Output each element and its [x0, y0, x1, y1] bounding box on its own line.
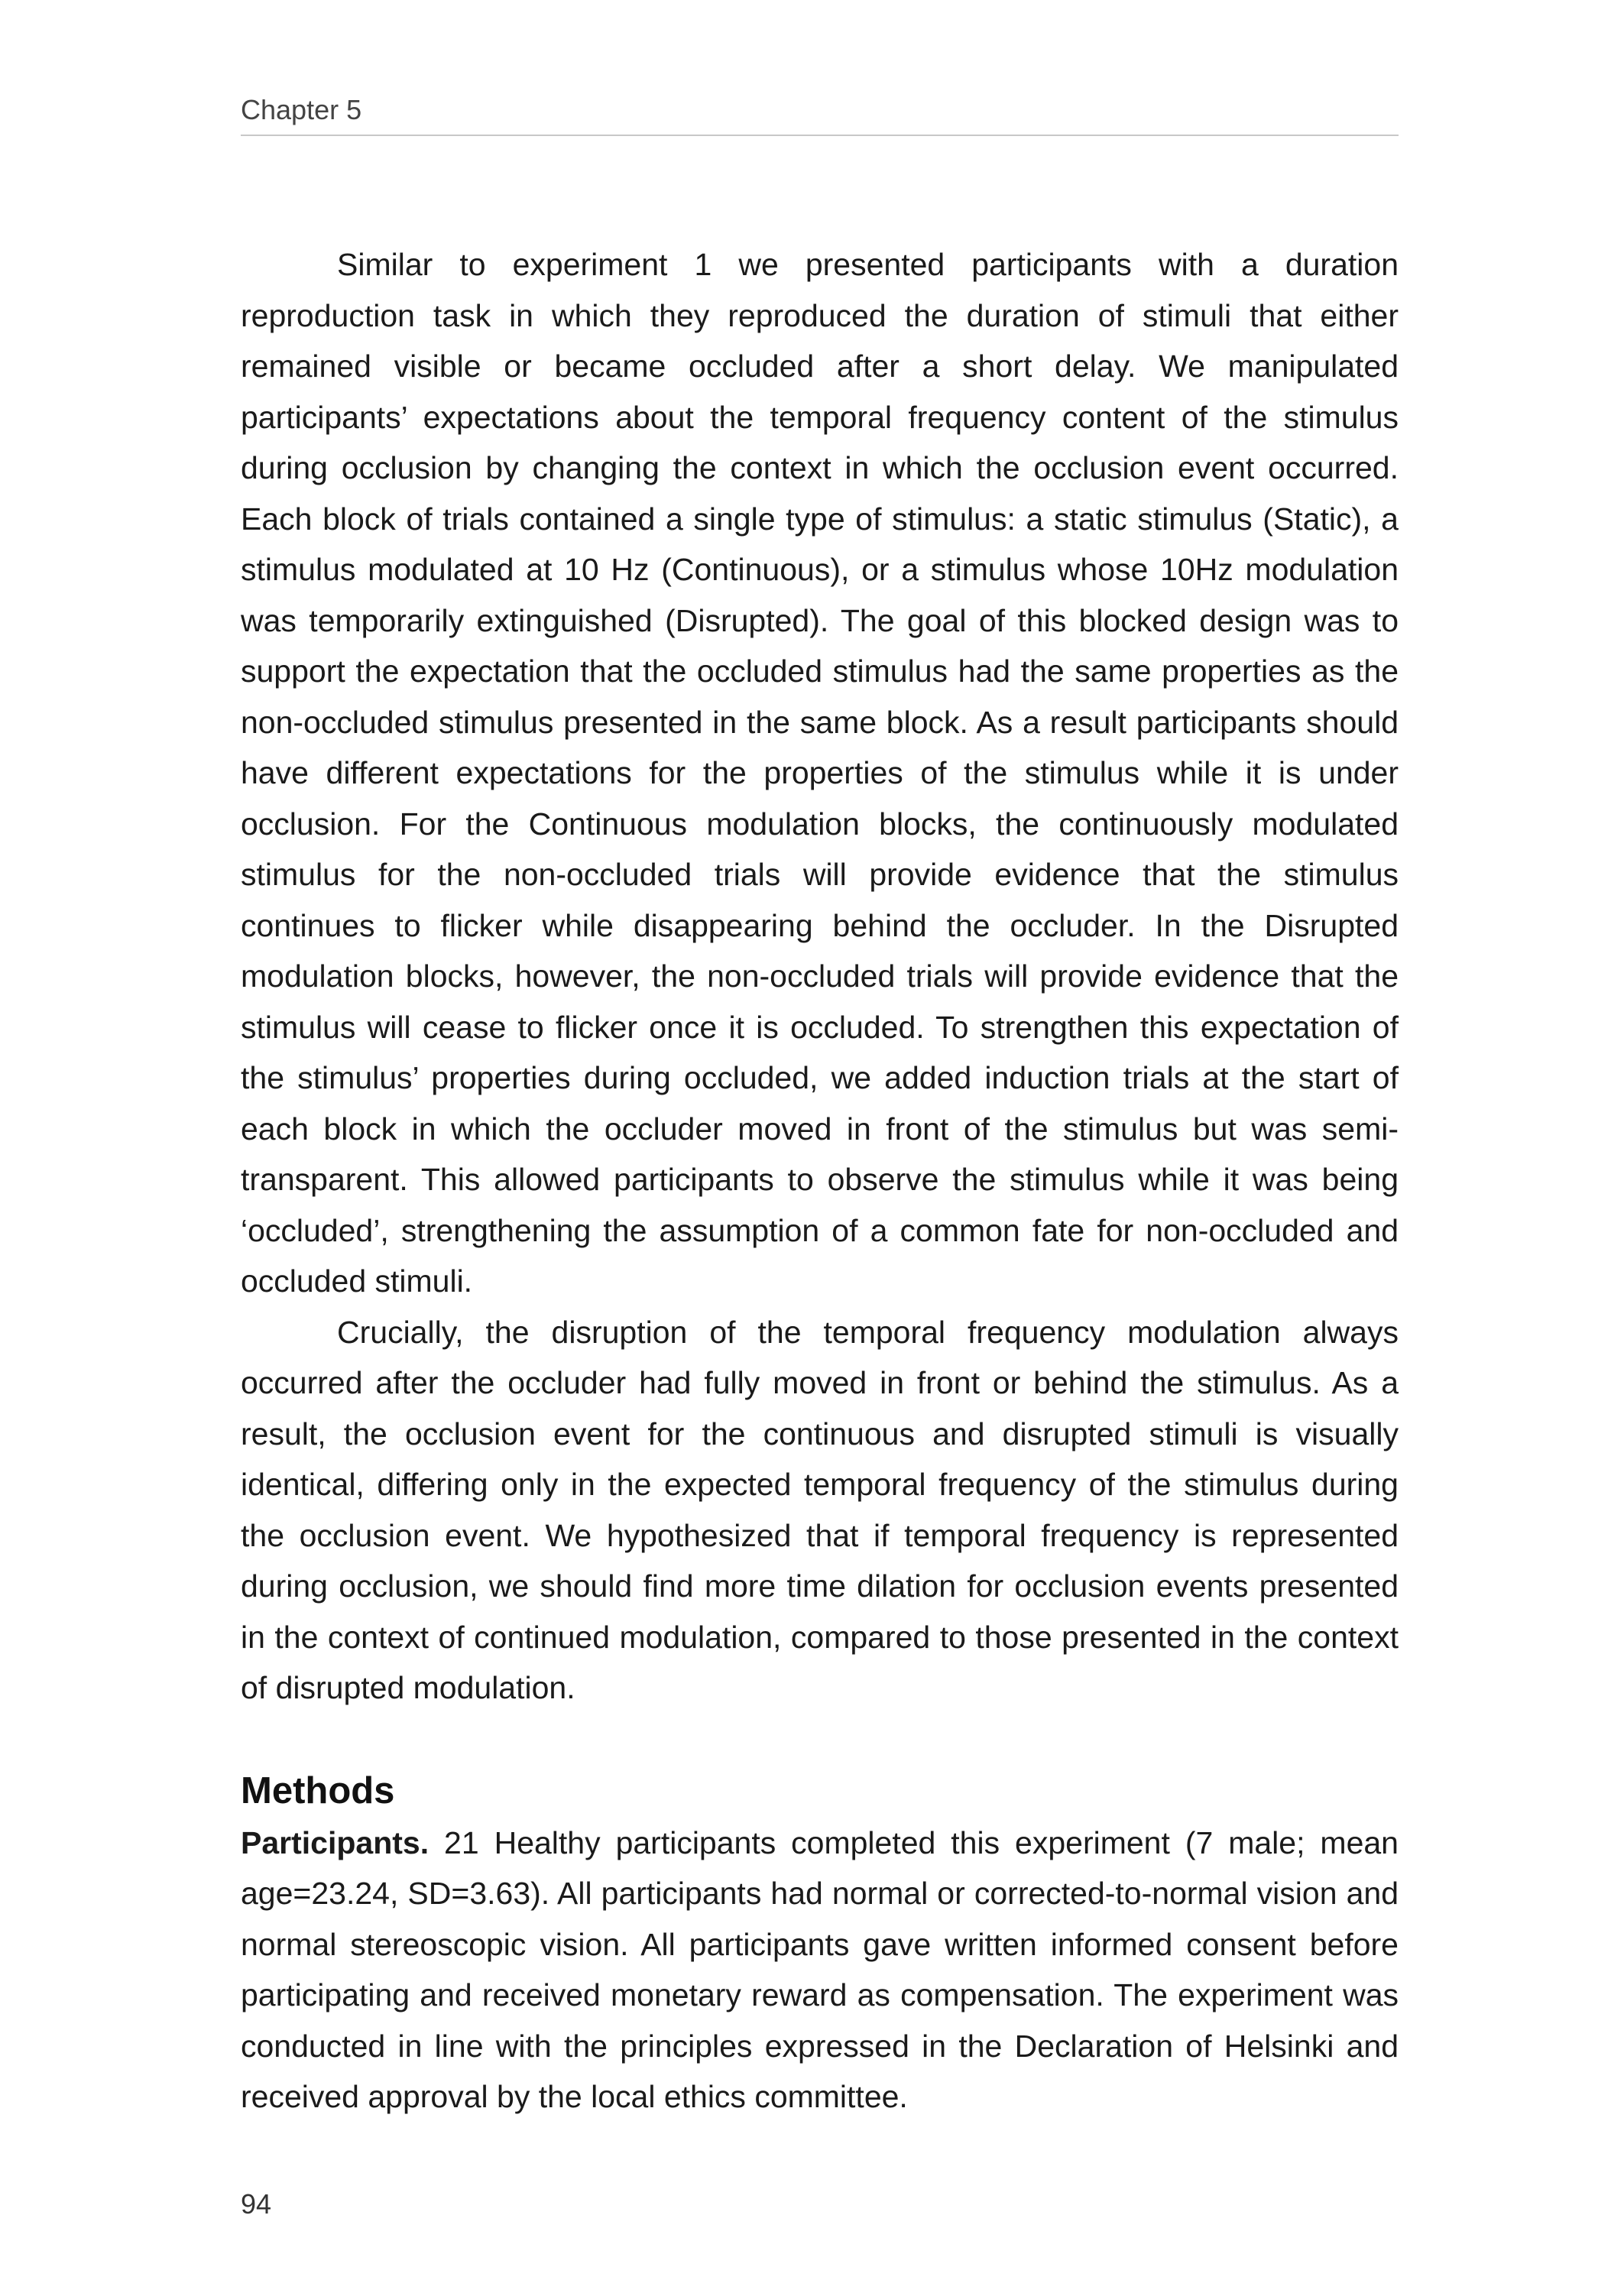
- running-header: [241, 93, 1399, 136]
- body-paragraph-2: Crucially, the disruption of the temporal frequency modulation always occurred after the occluder had fully moved in front or behind the stimulus. As a result, the occlusion event for the continuous and disrupted stimuli is visually identical, differing only in the expected temporal frequency of the stimulus during the occlusion event. We hypothesized that if temporal frequency is represented during occlusion, we should find more time dilation for occlusion events presented in the context of continued modulation, compared to those presented in the context of disrupted modulation.: [241, 1314, 1399, 1705]
- participants-run-in-heading: Participants.: [241, 1824, 430, 1860]
- body-paragraph-1: Similar to experiment 1 we presented participants with a duration reproduction task in which they reproduced the duration of stimuli that either remained visible or became occluded after a short delay. We manipulated participants’ expectations about the temporal frequency content of the stimulus during occlusion by changing the context in which the occlusion event occurred. Each block of trials contained a single type of stimulus: a static stimulus (Static), a stimulus modulated at 10 Hz (Continuous), or a stimulus whose 10Hz modulation was temporarily extinguished (Disrupted). The goal of this blocked design was to support the expectation that the occluded stimulus had the same properties as the non-occluded stimulus presented in the same block. As a result participants should have different expectations for the properties of the stimulus while it is under occlusion. For the Continuous modulation blocks, the continuously modulated stimulus for the non-occluded trials will provide evidence that the stimulus continues to flicker while disappearing behind the occluder. In the Disrupted modulation blocks, however, the non-occluded trials will provide evidence that the stimulus will cease to flicker once it is occluded. To strengthen this expectation of the stimulus’ properties during occluded, we added induction trials at the start of each block in which the occluder moved in front of the stimulus but was semi-transparent. This allowed participants to observe the stimulus while it was being ‘occluded’, strengthening the assumption of a common fate for non-occluded and occluded stimuli.: [241, 247, 1399, 1299]
- page-number: 94: [241, 2188, 272, 2220]
- participants-text: 21 Healthy participants completed this experiment (7 male; mean age=23.24, SD=3.63). All participants had normal or corrected-to-normal vision and normal stereoscopic vision. All participants gave written informed consent before participating and received monetary reward as compensation. The experiment was conducted in line with the principles expressed in the Declaration of Helsinki and received approval by the local ethics committee.: [241, 1824, 1399, 2114]
- chapter-title: Chapter 5: [241, 94, 362, 125]
- section-heading-methods: Methods: [241, 1769, 395, 1811]
- page-body: [241, 239, 1399, 2123]
- participants-paragraph: [241, 1818, 1399, 2123]
